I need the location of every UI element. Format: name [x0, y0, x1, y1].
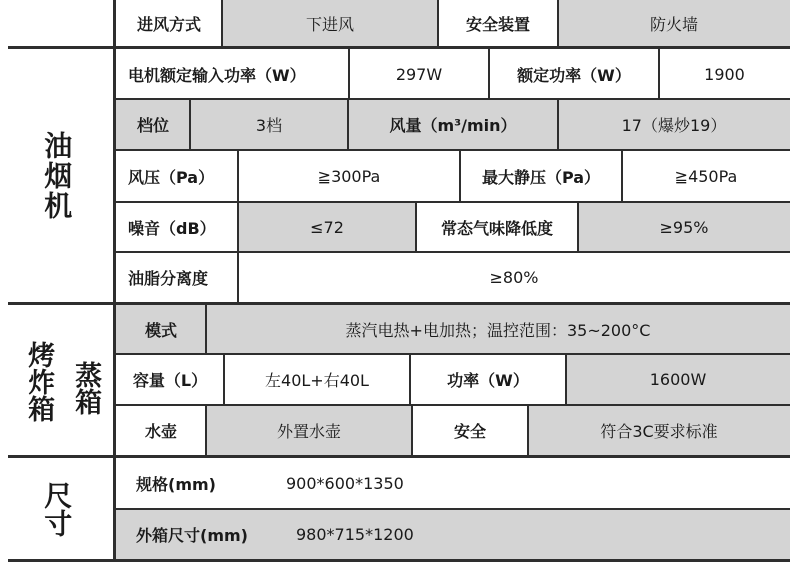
row-divider	[116, 251, 790, 253]
motor-power-label: 电机额定输入功率（W）	[128, 65, 306, 85]
section-divider	[8, 559, 790, 562]
mode-label: 模式	[144, 320, 177, 340]
cell-divider	[415, 202, 417, 252]
safety-value: 符合3C要求标准	[600, 421, 718, 441]
size-section-text: 尺寸	[40, 480, 74, 537]
row-divider	[116, 149, 790, 151]
safety-device-value: 防火墙	[649, 14, 698, 34]
motor-power-value: 297W	[395, 64, 443, 84]
capacity-label: 容量（L）	[132, 370, 208, 390]
max-static-label: 最大静压（Pa）	[481, 167, 601, 187]
grease-value: ≥80%	[489, 267, 539, 287]
noise-value: ≤72	[310, 217, 344, 237]
row-divider	[116, 98, 790, 100]
grease-label: 油脂分离度	[128, 268, 209, 288]
section-divider	[8, 455, 790, 458]
row-divider	[116, 508, 790, 510]
cell-divider	[527, 405, 529, 456]
kettle-label: 水壶	[144, 421, 177, 441]
section-divider	[8, 46, 790, 49]
cell-divider	[348, 49, 350, 99]
airflow-label: 风量（m³/min）	[389, 115, 517, 135]
cell-divider	[237, 150, 239, 303]
box-label: 外箱尺寸(mm)	[136, 525, 248, 545]
kettle-value: 外置水壶	[276, 421, 341, 441]
hood-section-text: 油烟机	[40, 130, 74, 221]
column-divider	[113, 0, 116, 562]
capacity-value: 左40L+右40L	[265, 370, 369, 390]
hood-section-label	[0, 49, 113, 302]
oven-section-label-right	[62, 308, 108, 454]
cell-divider	[488, 49, 490, 99]
power-label: 功率（W）	[447, 370, 529, 390]
oven-section-text-right: 蒸箱	[70, 361, 102, 415]
row-divider	[116, 201, 790, 203]
rated-power-label: 额定功率（W）	[517, 65, 631, 85]
intake-value: 下进风	[305, 14, 354, 34]
cell-divider	[409, 354, 411, 405]
cell-divider	[221, 0, 223, 46]
cell-divider	[411, 405, 413, 456]
intake-label: 进风方式	[136, 14, 201, 34]
cell-divider	[557, 99, 559, 150]
spec-value: 900*600*1350	[286, 473, 404, 493]
mode-value: 蒸汽电热+电加热；温控范围：35~200°C	[345, 320, 651, 340]
cell-divider	[223, 354, 225, 405]
spec-label: 规格(mm)	[136, 474, 216, 494]
odor-value: ≥95%	[659, 217, 709, 237]
row-divider	[116, 353, 790, 355]
gear-label: 档位	[136, 115, 169, 135]
oven-section-text-left: 烤炸箱	[23, 340, 55, 422]
box-value: 980*715*1200	[296, 524, 414, 544]
cell-divider	[205, 405, 207, 456]
odor-label: 常态气味降低度	[440, 218, 553, 238]
cell-divider	[347, 99, 349, 150]
size-section-label	[0, 458, 113, 559]
pressure-label: 风压（Pa）	[128, 167, 215, 187]
cell-divider	[437, 0, 439, 46]
row-divider	[116, 404, 790, 406]
safety-device-label: 安全装置	[465, 14, 530, 34]
cell-divider	[565, 354, 567, 405]
max-static-value: ≧450Pa	[674, 166, 738, 186]
cell-divider	[189, 99, 191, 150]
section-divider	[8, 302, 790, 305]
cell-divider	[205, 305, 207, 354]
cell-divider	[658, 49, 660, 99]
safety-label: 安全	[453, 421, 486, 441]
rated-power-value: 1900	[704, 64, 745, 84]
cell-divider	[557, 0, 559, 46]
noise-label: 噪音（dB）	[128, 218, 216, 238]
power-value: 1600W	[649, 369, 707, 389]
airflow-value: 17（爆炒19）	[621, 115, 727, 135]
pressure-value: ≧300Pa	[317, 166, 381, 186]
cell-divider	[459, 150, 461, 202]
cell-divider	[621, 150, 623, 202]
oven-section-label-left	[14, 308, 62, 454]
cell-divider	[577, 202, 579, 252]
gear-value: 3档	[255, 115, 283, 135]
